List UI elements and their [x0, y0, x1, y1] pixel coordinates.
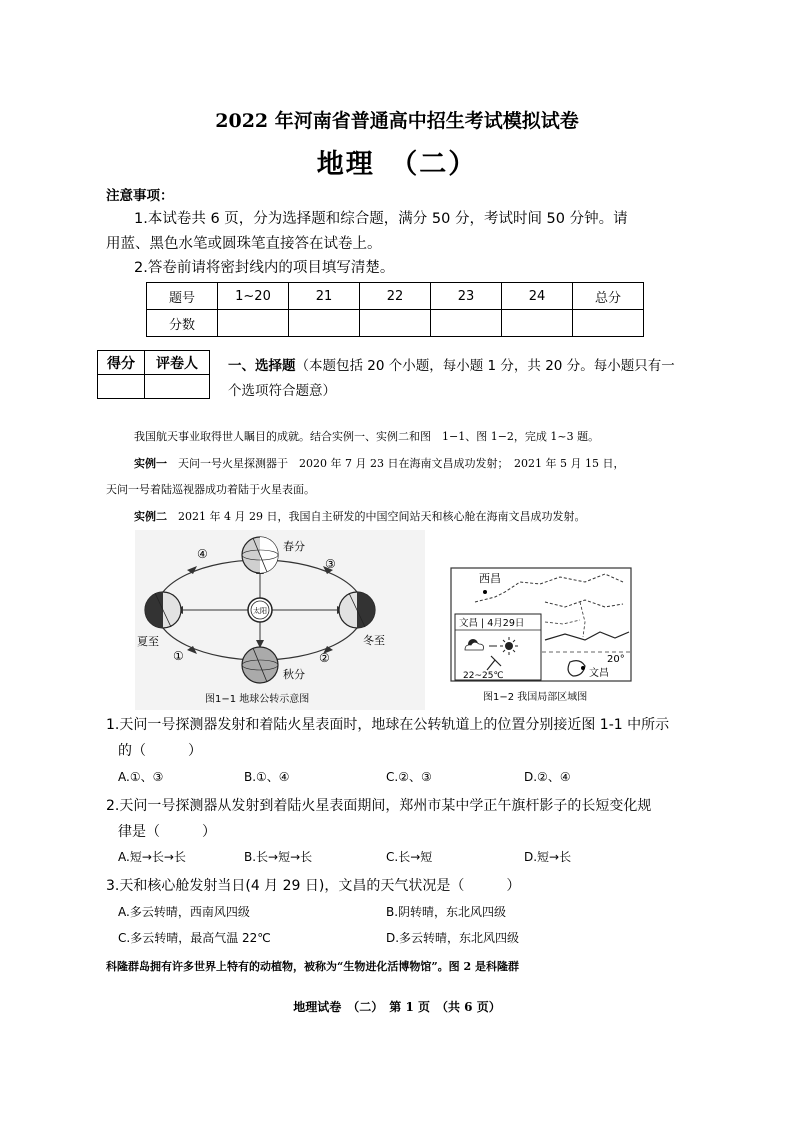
- earth-spring-icon: [242, 537, 278, 573]
- example-2-line: [134, 508, 585, 524]
- score-table-col: 1~20: [218, 283, 289, 310]
- grade-box-grader-cell[interactable]: [145, 375, 210, 399]
- score-table-col: 23: [431, 283, 502, 310]
- label-spring: 春分: [283, 540, 305, 553]
- score-table: [146, 282, 644, 337]
- grade-box: [97, 350, 210, 399]
- label-position-3: ③: [325, 557, 336, 571]
- label-winter: 冬至: [363, 634, 385, 647]
- score-table-col: 22: [360, 283, 431, 310]
- label-position-4: ④: [197, 547, 208, 561]
- xichang-marker: [483, 590, 487, 594]
- weather-title: 文昌 | 4月29日: [459, 618, 525, 629]
- example-2-text: 2021 年 4 月 29 日，我国自主研发的中国空间站天和核心舱在海南文昌成功发射。: [167, 510, 586, 523]
- q2-option-a[interactable]: A.短→长→长: [118, 850, 186, 864]
- sun-label: 太阳: [253, 607, 267, 615]
- section-1-heading-line: [228, 354, 675, 374]
- grade-box-score-cell[interactable]: [98, 375, 145, 399]
- exam-title: 2022 年河南省普通高中招生考试模拟试卷: [215, 110, 579, 132]
- example-1-line: [134, 455, 624, 471]
- page-footer: 地理试卷 （二） 第 1 页 （共 6 页）: [293, 1000, 501, 1014]
- label-position-1: ①: [173, 649, 184, 663]
- q2-option-d[interactable]: D.短→长: [524, 850, 572, 864]
- example-1-text: 天问一号火星探测器于 2020 年 7 月 23 日在海南文昌成功发射； 2021 年 5 月 15 日，: [167, 457, 625, 470]
- notice-line-2: 2.答卷前请将密封线内的项目填写清楚。: [134, 260, 395, 276]
- score-cell[interactable]: [218, 310, 289, 337]
- score-table-col: 24: [502, 283, 573, 310]
- latitude-label: 20°: [607, 654, 625, 665]
- exam-subject: 地理 （二）: [316, 149, 478, 180]
- q3-option-c[interactable]: C.多云转晴，最高气温 22℃: [118, 931, 271, 945]
- example-1-label: 实例一: [134, 457, 167, 470]
- q1-option-b[interactable]: B.①、④: [244, 770, 290, 784]
- section-1-desc-a: （本题包括 20 个小题，每小题 1 分，共 20 分。每小题只有一: [295, 358, 675, 374]
- figure2-caption: 图1−2 我国局部区域图: [483, 692, 588, 703]
- q2-stem-cont: 律是（ ）: [118, 824, 216, 840]
- earth-summer-icon: [145, 592, 181, 628]
- earth-winter-icon: [339, 592, 375, 628]
- weather-temp: 22~25℃: [463, 671, 504, 681]
- section-1-heading: 一、选择题: [228, 358, 296, 374]
- xichang-label: 西昌: [479, 572, 501, 585]
- q1-option-d[interactable]: D.②、④: [524, 770, 571, 784]
- q1-stem: 1.天问一号探测器发射和着陆火星表面时，地球在公转轨道上的位置分别接近图 1-1 中所示: [106, 717, 670, 733]
- q2-option-b[interactable]: B.长→短→长: [244, 850, 313, 864]
- next-question-intro: 科隆群岛拥有许多世界上特有的动植物，被称为“生物进化活博物馆”。图 2 是科隆群: [106, 960, 519, 973]
- label-summer: 夏至: [137, 635, 159, 648]
- score-cell[interactable]: [431, 310, 502, 337]
- score-cell[interactable]: [573, 310, 644, 337]
- q2-option-c[interactable]: C.长→短: [386, 850, 433, 864]
- figure-orbit-diagram: [135, 530, 425, 710]
- q1-stem-cont: 的（ ）: [118, 743, 202, 759]
- section-1-desc-b: 个选项符合题意）: [228, 383, 336, 399]
- earth-autumn-icon: [242, 647, 278, 683]
- grade-box-score-label: 得分: [98, 351, 145, 375]
- score-table-col: 总分: [573, 283, 644, 310]
- notice-line-1: 1.本试卷共 6 页，分为选择题和综合题，满分 50 分，考试时间 50 分钟。请: [134, 211, 628, 227]
- score-cell[interactable]: [502, 310, 573, 337]
- score-cell[interactable]: [360, 310, 431, 337]
- score-cell[interactable]: [289, 310, 360, 337]
- score-table-header-label: 题号: [147, 283, 218, 310]
- label-autumn: 秋分: [283, 668, 305, 681]
- wenchang-marker: [581, 666, 585, 670]
- notice-heading: 注意事项：: [106, 188, 174, 204]
- grade-box-grader-label: 评卷人: [145, 351, 210, 375]
- label-position-2: ②: [319, 651, 330, 665]
- q1-option-a[interactable]: A.①、③: [118, 770, 164, 784]
- example-2-label: 实例二: [134, 510, 167, 523]
- wenchang-city-label: 文昌: [589, 668, 609, 679]
- q1-option-c[interactable]: C.②、③: [386, 770, 432, 784]
- q2-stem: 2.天问一号探测器从发射到着陆火星表面期间，郑州市某中学正午旗杆影子的长短变化规: [106, 798, 652, 814]
- figure1-caption: 图1−1 地球公转示意图: [205, 694, 310, 705]
- q3-stem: 3.天和核心舱发射当日(4 月 29 日)，文昌的天气状况是（ ）: [106, 878, 521, 894]
- q3-option-b[interactable]: B.阴转晴，东北风四级: [386, 905, 507, 919]
- example-1-cont: 天问一号着陆巡视器成功着陆于火星表面。: [106, 483, 315, 496]
- score-table-row-label: 分数: [147, 310, 218, 337]
- intro-line: 我国航天事业取得世人瞩目的成就。结合实例一、实例二和图 1−1、图 1−2，完成 1~3 题。: [134, 430, 600, 443]
- notice-line-1b: 用蓝、黑色水笔或圆珠笔直接答在试卷上。: [106, 236, 382, 252]
- score-table-col: 21: [289, 283, 360, 310]
- figure-region-map: [445, 562, 635, 708]
- q3-option-a[interactable]: A.多云转晴，西南风四级: [118, 905, 250, 919]
- q3-option-d[interactable]: D.多云转晴，东北风四级: [386, 931, 520, 945]
